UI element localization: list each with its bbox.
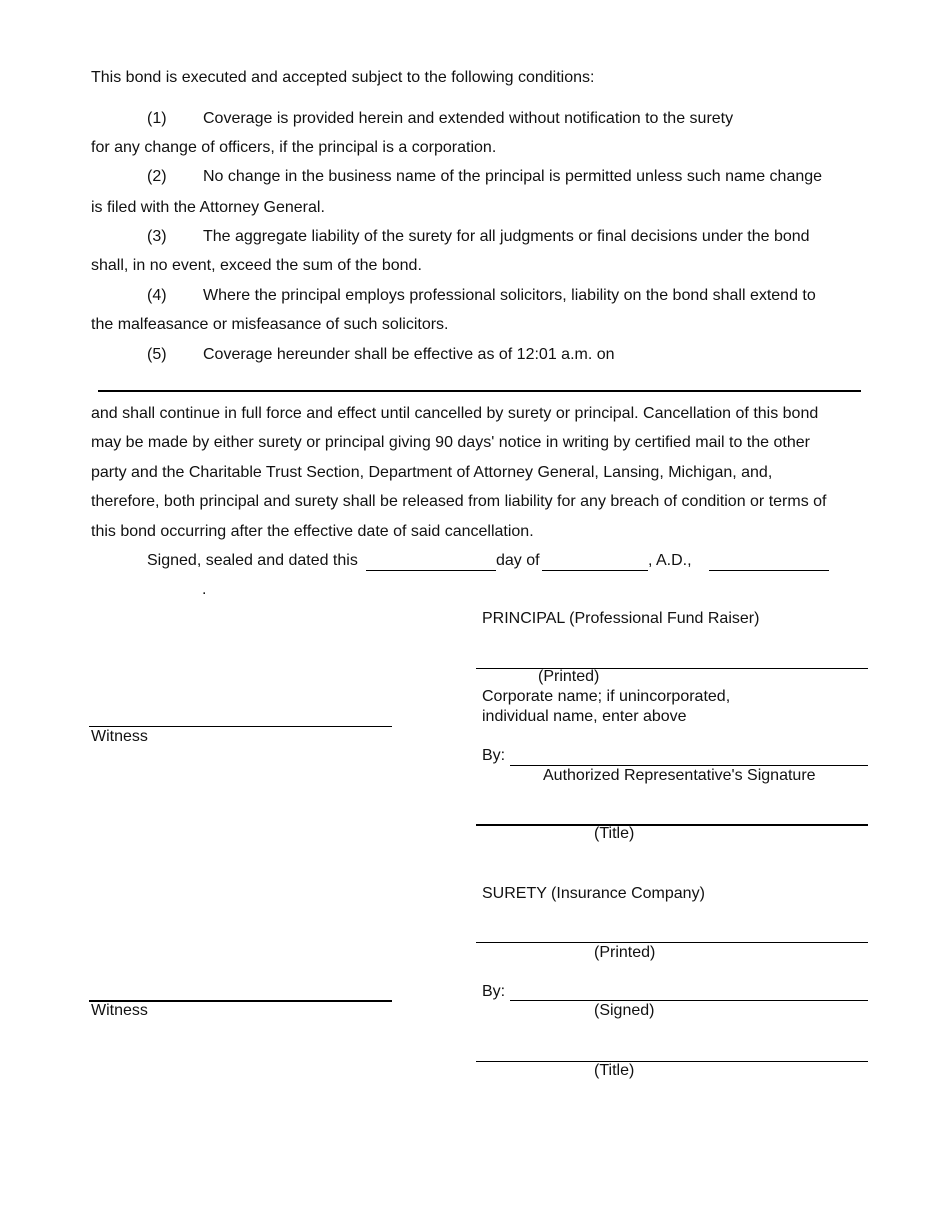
effective-date-field[interactable] bbox=[98, 390, 861, 392]
signed-period: . bbox=[202, 581, 207, 598]
condition-3-text: The aggregate liability of the surety for all judgments or final decisions under the bond bbox=[203, 228, 810, 245]
principal-by-label: By: bbox=[482, 747, 506, 764]
principal-note-line-1: Corporate name; if unincorporated, bbox=[482, 688, 731, 705]
cancellation-line-2: may be made by either surety or principal giving 90 days' notice in writing by certified mail to the other bbox=[91, 434, 810, 451]
condition-3-continuation: shall, in no event, exceed the sum of the bond. bbox=[91, 257, 422, 274]
condition-5-number: (5) bbox=[147, 346, 167, 363]
condition-5-text: Coverage hereunder shall be effective as of 12:01 a.m. on bbox=[203, 346, 615, 363]
day-field[interactable] bbox=[366, 570, 496, 571]
principal-heading: PRINCIPAL (Professional Fund Raiser) bbox=[482, 610, 760, 627]
cancellation-line-3: party and the Charitable Trust Section, Department of Attorney General, Lansing, Michigan, and, bbox=[91, 464, 773, 481]
cancellation-line-4: therefore, both principal and surety shall be released from liability for any breach of condition or terms of bbox=[91, 493, 827, 510]
month-field[interactable] bbox=[542, 570, 648, 571]
condition-4-text: Where the principal employs professional solicitors, liability on the bond shall extend to bbox=[203, 287, 816, 304]
year-field[interactable] bbox=[709, 570, 829, 571]
condition-2-text: No change in the business name of the principal is permitted unless such name change bbox=[203, 168, 823, 185]
condition-1-continuation: for any change of officers, if the principal is a corporation. bbox=[91, 139, 497, 156]
condition-2-number: (2) bbox=[147, 168, 167, 185]
principal-note-line-2: individual name, enter above bbox=[482, 708, 687, 725]
intro-text: This bond is executed and accepted subject to the following conditions: bbox=[91, 69, 595, 86]
day-of-label: day of bbox=[496, 552, 540, 569]
ad-label: , A.D., bbox=[648, 552, 692, 569]
witness-2-label: Witness bbox=[91, 1002, 148, 1019]
condition-3-number: (3) bbox=[147, 228, 167, 245]
principal-title-field[interactable] bbox=[476, 824, 868, 826]
cancellation-line-5: this bond occurring after the effective date of said cancellation. bbox=[91, 523, 534, 540]
surety-by-label: By: bbox=[482, 983, 506, 1000]
principal-printed-name-field[interactable] bbox=[476, 668, 868, 669]
condition-4-continuation: the malfeasance or misfeasance of such solicitors. bbox=[91, 316, 449, 333]
witness-1-label: Witness bbox=[91, 728, 148, 745]
surety-signature-field[interactable] bbox=[510, 1000, 868, 1001]
condition-1-number: (1) bbox=[147, 110, 167, 127]
surety-title-field[interactable] bbox=[476, 1061, 868, 1062]
principal-printed-caption: (Printed) bbox=[538, 668, 600, 685]
signed-sealed-label: Signed, sealed and dated this bbox=[147, 552, 358, 569]
surety-heading: SURETY (Insurance Company) bbox=[482, 885, 705, 902]
condition-1-text: Coverage is provided herein and extended without notification to the surety bbox=[203, 110, 734, 127]
condition-4-number: (4) bbox=[147, 287, 167, 304]
surety-signed-caption: (Signed) bbox=[594, 1002, 655, 1019]
surety-title-caption: (Title) bbox=[594, 1062, 635, 1079]
cancellation-line-1: and shall continue in full force and effect until cancelled by surety or principal. Cancellation of this bond bbox=[91, 405, 819, 422]
principal-signature-caption: Authorized Representative's Signature bbox=[543, 767, 816, 784]
condition-2-continuation: is filed with the Attorney General. bbox=[91, 199, 325, 216]
surety-printed-caption: (Printed) bbox=[594, 944, 656, 961]
principal-title-caption: (Title) bbox=[594, 825, 635, 842]
surety-printed-name-field[interactable] bbox=[476, 942, 868, 943]
